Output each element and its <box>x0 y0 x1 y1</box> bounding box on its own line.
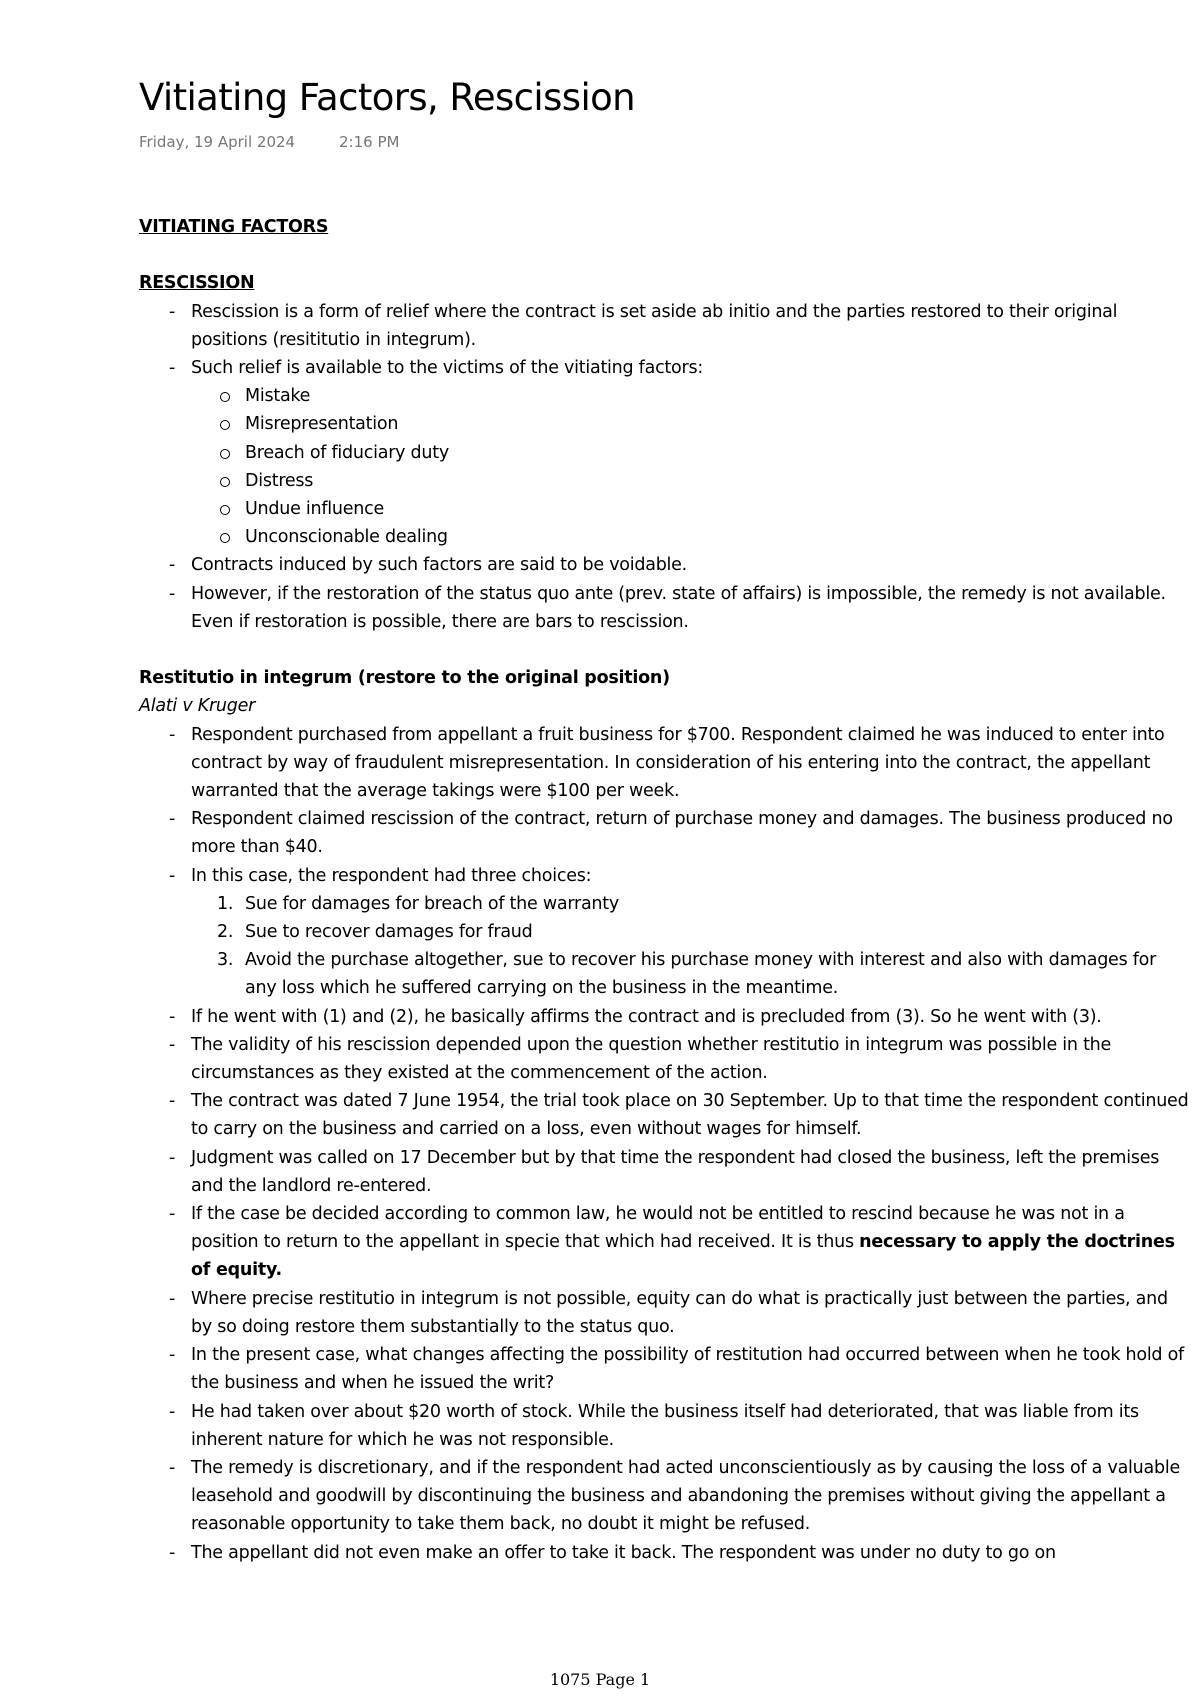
factors-list <box>139 382 1189 551</box>
page-footer: 1075 Page 1 <box>549 1670 651 1689</box>
list-item <box>191 1200 1189 1285</box>
list-item: - Contracts induced by such factors are said to be voidable. <box>191 551 1189 579</box>
case-list <box>139 721 1189 890</box>
page-time: 2:16 PM <box>339 133 400 151</box>
page-date: Friday, 19 April 2024 <box>139 133 296 151</box>
section-heading: VITIATING FACTORS <box>139 217 329 237</box>
choice-text: Avoid the purchase altogether, sue to recover his purchase money with interest and also with damages for any loss which he suffered carrying on the business in the meantime. <box>245 950 1157 999</box>
list-item: - The remedy is discretionary, and if the respondent had acted unconscientiously as by causing the loss of a valuable leasehold and goodwill by discontinuing the business and abandoning the premises without giving the appellant a reasonable opportunity to take them back, no doubt it might be refused. <box>191 1454 1189 1539</box>
choice-number: 1. <box>217 893 234 914</box>
restitutio-heading: Restitutio in integrum (restore to the original position) <box>139 668 670 689</box>
spacer <box>139 241 1189 269</box>
choice-number: 3. <box>217 950 234 971</box>
list-item-text: If the case be decided according to common law, he would not be entitled to rescind because he was not in a position to return to the appellant in specie that which had received. It is thus <box>191 1204 1125 1253</box>
emphasis-text: necessary to apply the doctrines of equity <box>191 1232 1175 1281</box>
spacer <box>139 636 1189 664</box>
list-item: - In the present case, what changes affecting the possibility of restitution had occurred between when he took hold of the business and when he issued the writ? <box>191 1341 1189 1397</box>
list-item: - He had taken over about $20 worth of stock. While the business itself had deteriorated, that was liable from its inherent nature for which he was not responsible. <box>191 1398 1189 1454</box>
list-item: - Judgment was called on 17 December but by that time the respondent had closed the business, left the premises and the landlord re-entered. <box>191 1144 1189 1200</box>
rescission-heading: RESCISSION <box>139 273 255 294</box>
choice-text: Sue for damages for breach of the warranty <box>245 893 619 914</box>
choices-list <box>139 890 1189 1003</box>
list-item: - Rescission is a form of relief where the contract is set aside ab initio and the parties restored to their original positions (resititutio in integrum). <box>191 298 1189 354</box>
list-item: - If he went with (1) and (2), he basically affirms the contract and is precluded from (3). So he went with (3). <box>191 1003 1189 1031</box>
factor-item: Undue influence <box>245 495 1189 523</box>
rescission-list <box>139 298 1189 383</box>
list-item: - In this case, the respondent had three choices: <box>191 862 1189 890</box>
choice-item <box>217 946 1189 1002</box>
factor-item: Misrepresentation <box>245 410 1189 438</box>
list-item: - However, if the restoration of the status quo ante (prev. state of affairs) is impossible, the remedy is not available. Even if restoration is possible, there are bars to rescission. <box>191 580 1189 636</box>
list-item: - The appellant did not even make an offer to take it back. The respondent was under no duty to go on <box>191 1539 1189 1567</box>
choice-text: Sue to recover damages for fraud <box>245 922 533 943</box>
emphasis-period: . <box>275 1260 282 1281</box>
note-body <box>139 213 1189 1567</box>
list-item: - The contract was dated 7 June 1954, the trial took place on 30 September. Up to that time the respondent continued to carry on the business and carried on a loss, even without wages for himself. <box>191 1087 1189 1143</box>
choice-number: 2. <box>217 922 234 943</box>
factor-item: Distress <box>245 467 1189 495</box>
list-item: - The validity of his rescission depended upon the question whether restitutio in integrum was possible in the circumstances as they existed at the commencement of the action. <box>191 1031 1189 1087</box>
list-item: - Where precise restitutio in integrum is not possible, equity can do what is practically just between the parties, and by so doing restore them substantially to the status quo. <box>191 1285 1189 1341</box>
factor-item: Mistake <box>245 382 1189 410</box>
choice-item <box>217 890 1189 918</box>
page-title: Vitiating Factors, Rescission <box>139 76 636 119</box>
list-item: - Respondent claimed rescission of the contract, return of purchase money and damages. The business produced no more than $40. <box>191 805 1189 861</box>
choice-item <box>217 918 1189 946</box>
factor-item: Unconscionable dealing <box>245 523 1189 551</box>
list-item: - Respondent purchased from appellant a fruit business for $700. Respondent claimed he was induced to enter into contract by way of fraudulent misrepresentation. In consideration of his entering into the contract, the appellant warranted that the average takings were $100 per week. <box>191 721 1189 806</box>
list-item <box>191 354 1189 382</box>
list-item-text: Such relief is available to the victims of the vitiating factors: <box>191 358 703 378</box>
factor-item: Breach of fiduciary duty <box>245 439 1189 467</box>
rescission-list-continued <box>139 551 1189 636</box>
case-list-continued <box>139 1003 1189 1567</box>
case-name: Alati v Kruger <box>139 696 256 717</box>
